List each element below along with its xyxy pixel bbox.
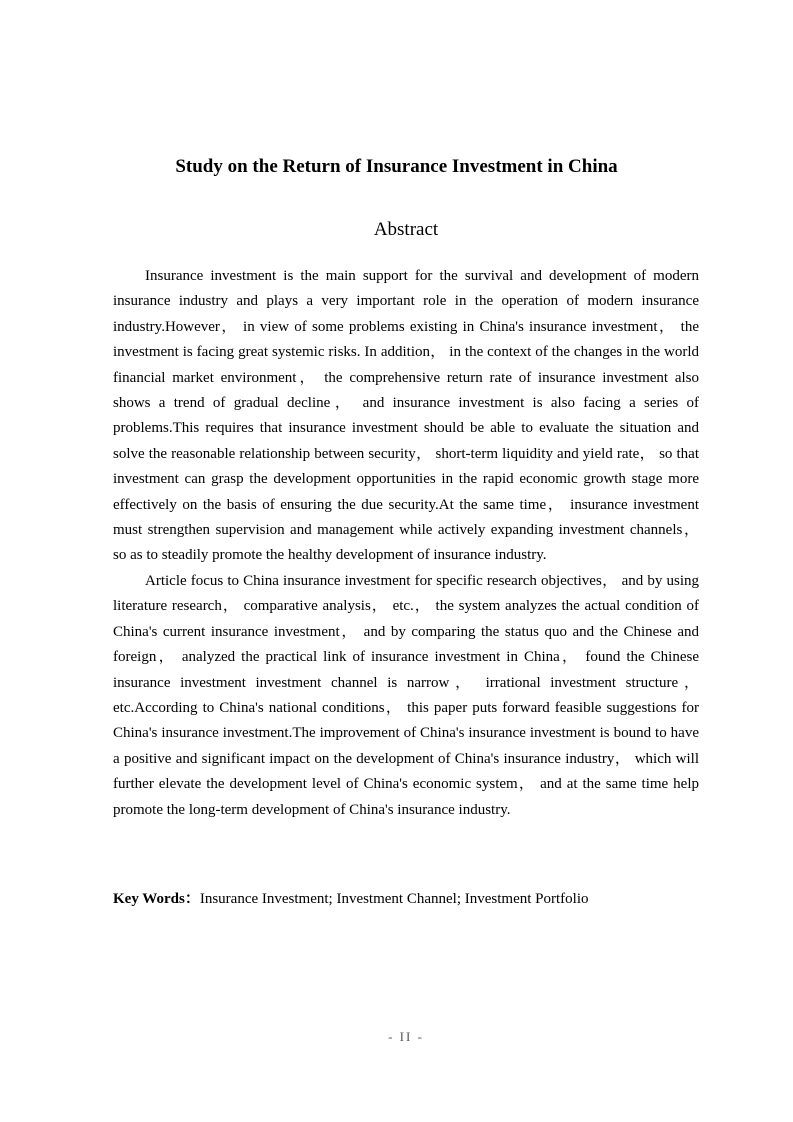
abstract-paragraph-1: Insurance investment is the main support for the survival and development of modern insurance industry and plays a very important role in the operation of modern insurance industry.However， in view of some problems existing in China's insurance investment， the investment is facing great systemic risks. In addition， in the context of the changes in the world financial market environment， the comprehensive return rate of insurance investment also shows a trend of gradual decline， and insurance investment is also facing a series of problems.This requires that insurance investment should be able to evaluate the situation and solve the reasonable relationship between security， short-term liquidity and yield rate， so that investment can grasp the development opportunities in the rapid economic growth stage more effectively on the basis of ensuring the due security.At the same time， insurance investment must strengthen supervision and management while actively expanding investment channels， so as to steadily promote the healthy development of insurance industry. — [113, 268, 699, 564]
page-number: - II - — [388, 1029, 424, 1044]
keywords-text: Insurance Investment; Investment Channel; Investment Portfolio — [199, 891, 589, 907]
document-title: Study on the Return of Insurance Investment in China — [175, 156, 618, 177]
abstract-paragraph-2: Article focus to China insurance investment for specific research objectives， and by using literature research， comparative analysis， etc.， the system analyzes the actual condition of China's current insurance investment， and by comparing the status quo and the Chinese and foreign， analyzed the practical link of insurance investment in China， found the Chinese insurance investment investment channel is narrow， irrational investment structure， etc.According to China's national conditions， this paper puts forward feasible suggestions for China's insurance investment.The improvement of China's insurance investment is bound to have a positive and significant impact on the development of China's insurance industry， which will further elevate the development level of China's economic system， and at the same time help promote the long-term development of China's insurance industry. — [113, 572, 699, 818]
abstract-heading: Abstract — [373, 219, 439, 240]
keywords-label: Key Words： — [113, 891, 200, 907]
keywords-line — [113, 888, 699, 910]
abstract-body — [113, 264, 699, 823]
